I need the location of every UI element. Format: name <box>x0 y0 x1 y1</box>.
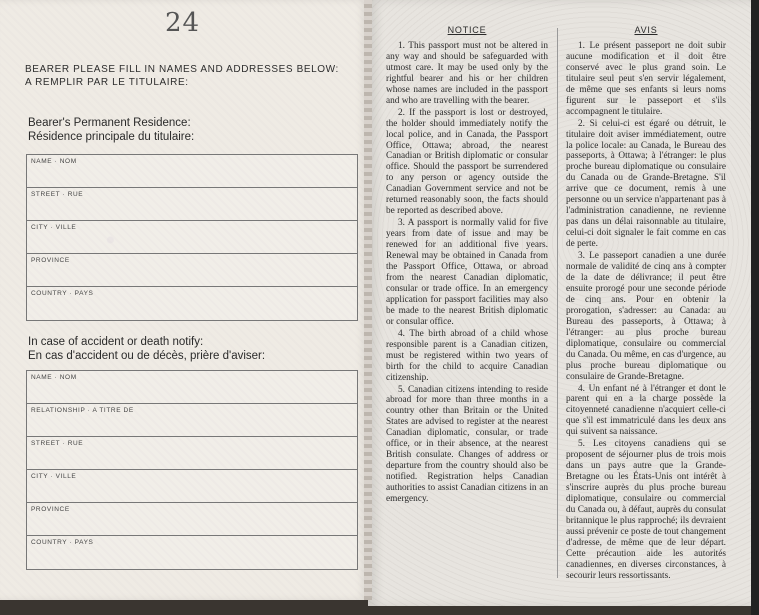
notice-paragraph: 2. If the passport is lost or destroyed, the holder should immediately notify the local police, and in Canada, the Passport Office, Ottawa; abroad, the nearest Canadian or British diplomatic or consular office. Should the passport be surrendered to any person or agency outside the Canadian Government service and not be returned reasonably soon, the facts should be reported as described above. <box>386 107 548 217</box>
left-page <box>0 0 368 600</box>
residence-province-field[interactable] <box>27 254 357 287</box>
emergency-country-field[interactable] <box>27 536 357 569</box>
avis-paragraph: 1. Le présent passeport ne doit subir aucune modification et il doit être conservé avec le plus grand soin. Le titulaire seul peut s'en servir légalement, de même que ses enfants si leurs noms figurent sur le passeport et s'ils accompagnent le titulaire. <box>566 40 726 117</box>
bearer-instruction-fr: A REMPLIR PAR LE TITULAIRE: <box>25 77 189 88</box>
field-label: PROVINCE <box>31 257 70 264</box>
notice-paragraph: 4. The birth abroad of a child whose responsible parent is a Canadian citizen, must be registered within two years of birth for the child to acquire Canadian citizenship. <box>386 328 548 383</box>
residence-street-field[interactable] <box>27 188 357 221</box>
emergency-title-fr: En cas d'accident ou de décès, prière d'aviser: <box>28 350 266 362</box>
notice-paragraph: 5. Canadian citizens intending to reside abroad for more than three months in a country other than Britain or the United States are advised to register at the nearest Canadian diplomatic, consular, or trade office, or in their absence, at the nearest British consulate. Changes of address or departure from the country should also be notified. Registration helps Canadian authorities to assist Canadian citizens in an emergency. <box>386 384 548 505</box>
notice-column <box>386 25 548 506</box>
notice-paragraph: 3. A passport is normally valid for five years from date of issue and may be renewed for an additional five years. Renewal may be obtained in Canada from the Passport Office, Ottawa, or abroad from the nearest Canadian diplomatic, consular or trade office. In an emergency application for passport facilities may also be made to the nearest British diplomatic or consular office. <box>386 218 548 327</box>
emergency-street-field[interactable] <box>27 437 357 470</box>
column-divider <box>557 28 558 578</box>
avis-heading: AVIS <box>634 25 658 35</box>
notice-paragraph: 1. This passport must not be altered in any way and should be safeguarded with utmost care. It may be used only by the rightful bearer and his or her children whose names are included in the passport and who are travelling with the bearer. <box>386 40 548 106</box>
avis-paragraph: 4. Un enfant né à l'étranger et dont le parent qui en a la charge possède la citoyenneté canadienne n'acquiert celle-ci que s'il est immatriculé dans les deux ans qui suivent sa naissance. <box>566 383 726 438</box>
background-edge <box>751 0 759 615</box>
emergency-title-en: In case of accident or death notify: <box>28 336 204 348</box>
residence-name-field[interactable] <box>27 155 357 188</box>
residence-city-field[interactable] <box>27 221 357 254</box>
field-label: NAME · NOM <box>31 158 77 165</box>
residence-title <box>28 116 194 144</box>
avis-paragraph: 5. Les citoyens canadiens qui se proposent de séjourner plus de trois mois dans un pays autre que la Grande-Bretagne ou les États-Unis ont intérêt à s'inscrire auprès du plus proche bureau diplomatique, consulaire ou commercial du Canada ou, à défaut, auprès du consulat britannique le plus rapproché; ils devraient aussi prévenir ce poste de tout changement d'adresse, de même que de leur départ. Cette précaution aide les autorités canadiennes, en diverses circonstances, à secourir leurs ressortissants. <box>566 439 726 581</box>
emergency-relationship-field[interactable] <box>27 404 357 437</box>
field-label: STREET · RUE <box>31 191 84 198</box>
stitched-gutter <box>364 0 372 600</box>
avis-paragraph: 2. Si celui-ci est égaré ou détruit, le titulaire doit aviser immédiatement, outre la police locale: au Canada, le Bureau des passeports, à Ottawa; à l'étranger: le plus proche bureau diplomatique ou consulaire du Canada ou de Grande-Bretagne. S'il arrive que ce document, remis à une personne ou un service n'appartenant pas à l'administration canadienne, ne revienne pas dans un délai raisonnable au titulaire, celui-ci doit signaler le fait comme en cas de perte. <box>566 118 726 250</box>
avis-column <box>566 25 726 583</box>
notice-heading: NOTICE <box>447 25 487 35</box>
emergency-title <box>28 335 265 363</box>
residence-country-field[interactable] <box>27 287 357 320</box>
bearer-instruction <box>25 63 339 89</box>
field-label: CITY · VILLE <box>31 224 77 231</box>
field-label: PROVINCE <box>31 506 70 513</box>
avis-paragraph: 3. Le passeport canadien a une durée normale de validité de cinq ans à compter de la date de délivrance; il peut être ensuite prorogé pour une seconde période de cinq ans. Pour en obtenir la prorogation, s'adresser: au Canada: au Bureau des passeports, à Ottawa; à l'étranger: au plus proche bureau diplomatique, consulaire ou commercial du Canada. Ou même, en cas d'urgence, au plus proche bureau diplomatique ou consulaire de Grande-Bretagne. <box>566 251 726 382</box>
residence-title-fr: Résidence principale du titulaire: <box>28 131 195 143</box>
field-label: CITY · VILLE <box>31 473 77 480</box>
residence-title-en: Bearer's Permanent Residence: <box>28 117 191 129</box>
emergency-city-field[interactable] <box>27 470 357 503</box>
page-number: 24 <box>165 8 201 38</box>
field-label: COUNTRY · PAYS <box>31 539 94 546</box>
field-label: RELATIONSHIP · A TITRE DE <box>31 407 134 414</box>
emergency-name-field[interactable] <box>27 371 357 404</box>
field-label: STREET · RUE <box>31 440 84 447</box>
residence-form <box>26 154 358 321</box>
field-label: COUNTRY · PAYS <box>31 290 94 297</box>
field-label: NAME · NOM <box>31 374 77 381</box>
emergency-province-field[interactable] <box>27 503 357 536</box>
emergency-form <box>26 370 358 570</box>
bearer-instruction-en: BEARER PLEASE FILL IN NAMES AND ADDRESSES BELOW: <box>25 64 339 75</box>
